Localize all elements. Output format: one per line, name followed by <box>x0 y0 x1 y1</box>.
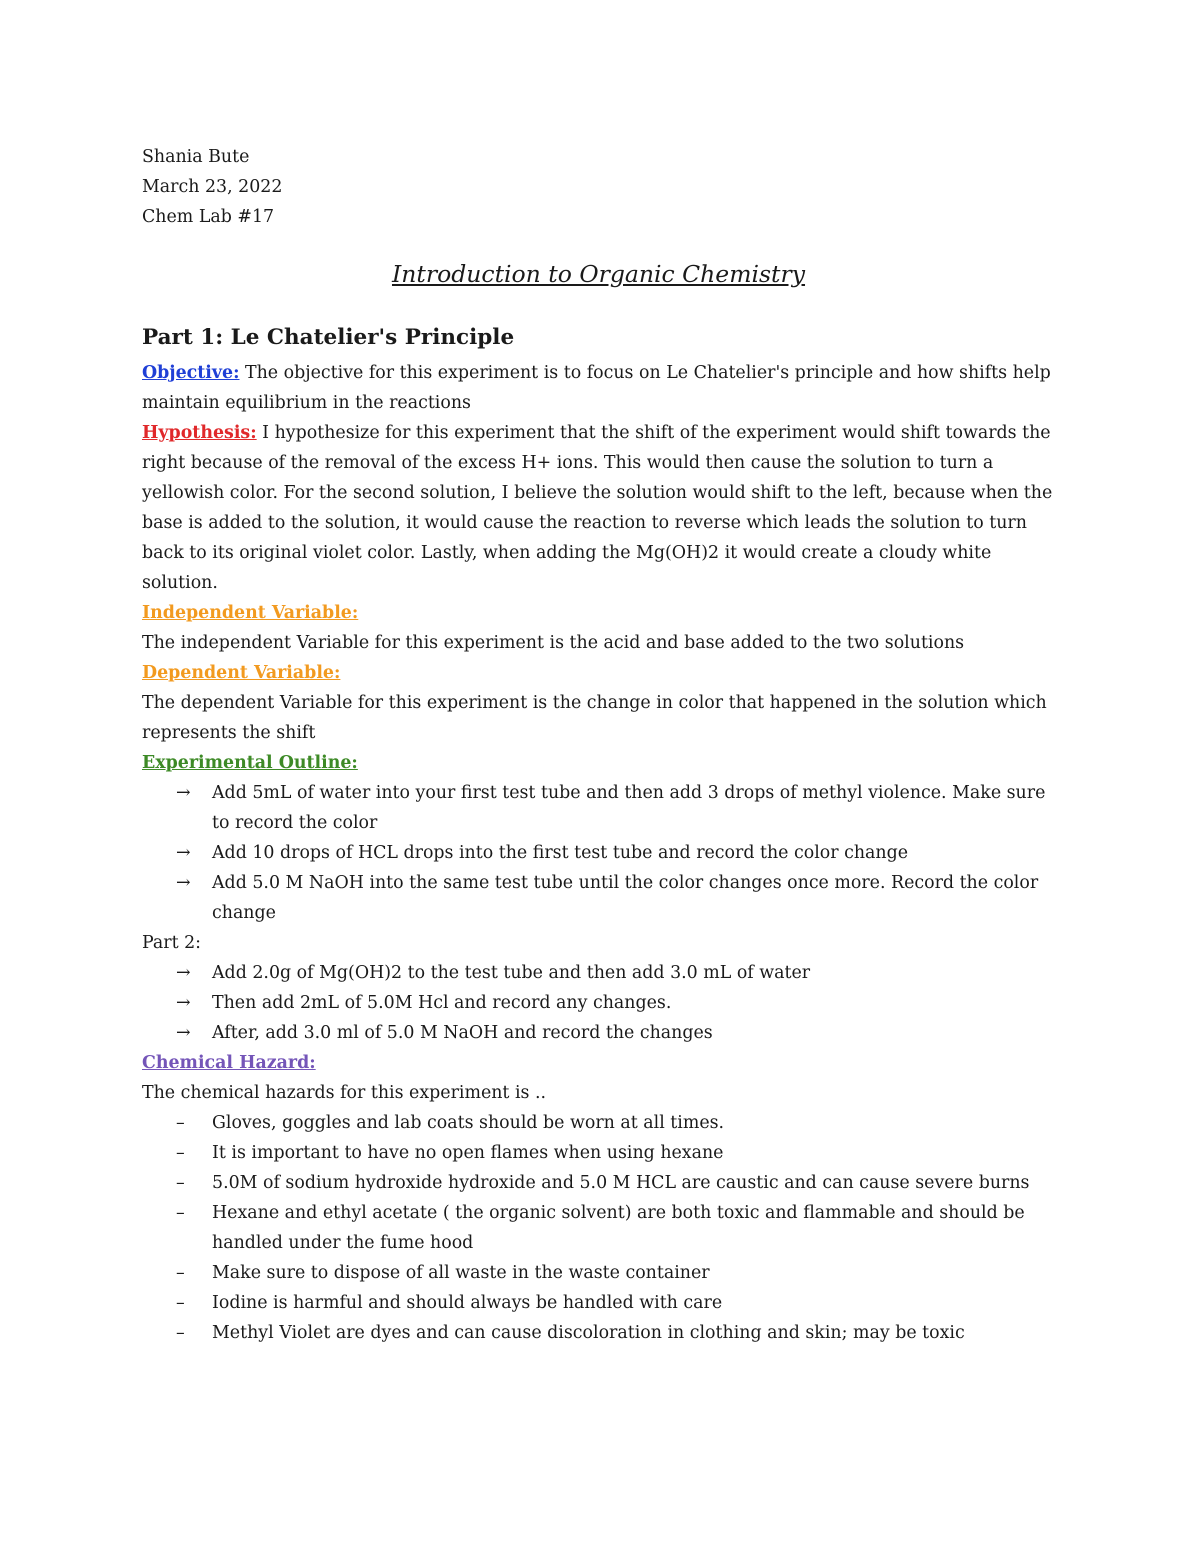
part2-label: Part 2: <box>142 933 202 953</box>
dependent-variable-text: The dependent Variable for this experiment is the change in color that happened in the solution which represents the shift <box>142 693 1047 743</box>
list-item-text: It is important to have no open flames when using hexane <box>212 1143 724 1163</box>
list-item <box>142 1258 1067 1288</box>
list-item <box>142 1138 1067 1168</box>
dash-icon: – <box>176 1323 185 1343</box>
arrow-icon: → <box>176 1023 191 1043</box>
dash-icon: – <box>176 1113 185 1133</box>
list-item-text: Then add 2mL of 5.0M Hcl and record any changes. <box>212 993 672 1013</box>
list-item <box>142 988 1067 1018</box>
hazard-intro: The chemical hazards for this experiment is .. <box>142 1083 547 1103</box>
arrow-icon: → <box>176 963 191 983</box>
part1-heading: Part 1: Le Chatelier's Principle <box>142 325 515 350</box>
list-item-text: Hexane and ethyl acetate ( the organic solvent) are both toxic and flammable and should be handled under the fume hood <box>212 1203 1025 1253</box>
list-item <box>142 1288 1067 1318</box>
hazard-list <box>142 1108 1067 1348</box>
objective-paragraph <box>142 358 1067 418</box>
list-item <box>142 1198 1067 1258</box>
document-page <box>142 142 1067 1348</box>
list-item <box>142 838 1067 868</box>
course-label: Chem Lab #17 <box>142 207 275 227</box>
list-item <box>142 778 1067 838</box>
part2-list <box>142 958 1067 1048</box>
hypothesis-text: I hypothesize for this experiment that the shift of the experiment would shift towards the right because of the removal of the excess H+ ions. This would then cause the solution to turn a yellowish color. For the second solution, I believe the solution would shift to the left, because when the base is added to the solution, it would cause the reaction to reverse which leads the solution to turn back to its original violet color. Lastly, when adding the Mg(OH)2 it would create a cloudy white solution. <box>142 423 1053 593</box>
list-item-text: Add 5.0 M NaOH into the same test tube until the color changes once more. Record the color change <box>212 873 1039 923</box>
hypothesis-paragraph <box>142 418 1067 598</box>
objective-label: Objective: <box>142 363 240 383</box>
independent-variable-text: The independent Variable for this experiment is the acid and base added to the two solutions <box>142 633 965 653</box>
dependent-variable-label: Dependent Variable: <box>142 663 341 683</box>
chemical-hazard-label: Chemical Hazard: <box>142 1053 316 1073</box>
outline-list <box>142 778 1067 928</box>
report-date: March 23, 2022 <box>142 177 283 197</box>
dash-icon: – <box>176 1203 185 1223</box>
arrow-icon: → <box>176 783 191 803</box>
list-item-text: Add 2.0g of Mg(OH)2 to the test tube and then add 3.0 mL of water <box>212 963 811 983</box>
list-item <box>142 1108 1067 1138</box>
list-item-text: Make sure to dispose of all waste in the waste container <box>212 1263 710 1283</box>
list-item-text: After, add 3.0 ml of 5.0 M NaOH and record the changes <box>212 1023 713 1043</box>
experimental-outline-label: Experimental Outline: <box>142 753 358 773</box>
hypothesis-label: Hypothesis: <box>142 423 257 443</box>
page-title: Introduction to Organic Chemistry <box>391 260 806 288</box>
list-item-text: 5.0M of sodium hydroxide hydroxide and 5.0 M HCL are caustic and can cause severe burns <box>212 1173 1030 1193</box>
list-item-text: Add 10 drops of HCL drops into the first test tube and record the color change <box>212 843 909 863</box>
author-name: Shania Bute <box>142 147 250 167</box>
objective-text: The objective for this experiment is to focus on Le Chatelier's principle and how shifts help maintain equilibrium in the reactions <box>142 363 1051 413</box>
dash-icon: – <box>176 1293 185 1313</box>
dash-icon: – <box>176 1173 185 1193</box>
list-item <box>142 1018 1067 1048</box>
dash-icon: – <box>176 1143 185 1163</box>
list-item-text: Iodine is harmful and should always be handled with care <box>212 1293 723 1313</box>
arrow-icon: → <box>176 843 191 863</box>
arrow-icon: → <box>176 873 191 893</box>
list-item-text: Methyl Violet are dyes and can cause discoloration in clothing and skin; may be toxic <box>212 1323 965 1343</box>
list-item <box>142 1318 1067 1348</box>
dash-icon: – <box>176 1263 185 1283</box>
list-item-text: Gloves, goggles and lab coats should be worn at all times. <box>212 1113 725 1133</box>
arrow-icon: → <box>176 993 191 1013</box>
independent-variable-label: Independent Variable: <box>142 603 359 623</box>
list-item <box>142 958 1067 988</box>
list-item-text: Add 5mL of water into your first test tube and then add 3 drops of methyl violence. Make sure to record the color <box>212 783 1046 833</box>
list-item <box>142 868 1067 928</box>
list-item <box>142 1168 1067 1198</box>
